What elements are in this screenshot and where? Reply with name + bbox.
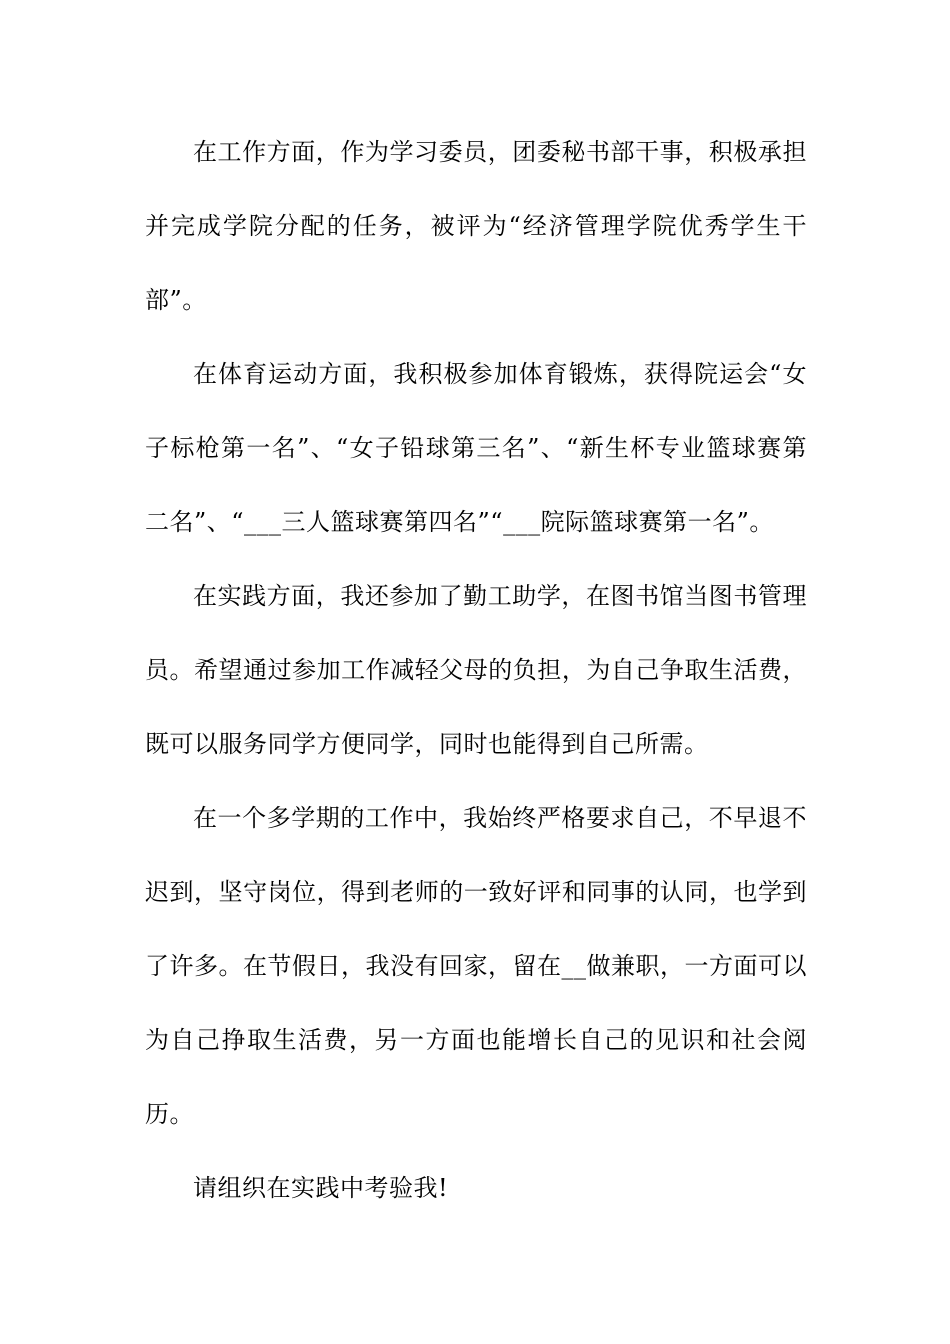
document-body: [145, 115, 807, 1225]
paragraph-practice: 在实践方面，我还参加了勤工助学，在图书馆当图书管理员。希望通过参加工作减轻父母的负担，为自己争取生活费，既可以服务同学方便同学，同时也能得到自己所需。: [145, 582, 807, 758]
paragraph-closing: 请组织在实践中考验我!: [193, 1174, 449, 1202]
paragraph-sports: 在体育运动方面，我积极参加体育锻炼，获得院运会“女子标枪第一名”、“女子铅球第三名”、“新生杯专业篮球赛第二名”、“___三人篮球赛第四名”“___院际篮球赛第一名”。: [145, 360, 807, 536]
paragraph-semester-work: 在一个多学期的工作中，我始终严格要求自己，不早退不迟到，坚守岗位，得到老师的一致好评和同事的认同，也学到了许多。在节假日，我没有回家，留在__做兼职，一方面可以为自己挣取生活费，另一方面也能增长自己的见识和社会阅历。: [145, 804, 807, 1128]
paragraph-work: 在工作方面，作为学习委员，团委秘书部干事，积极承担并完成学院分配的任务，被评为“经济管理学院优秀学生干部”。: [145, 138, 807, 314]
